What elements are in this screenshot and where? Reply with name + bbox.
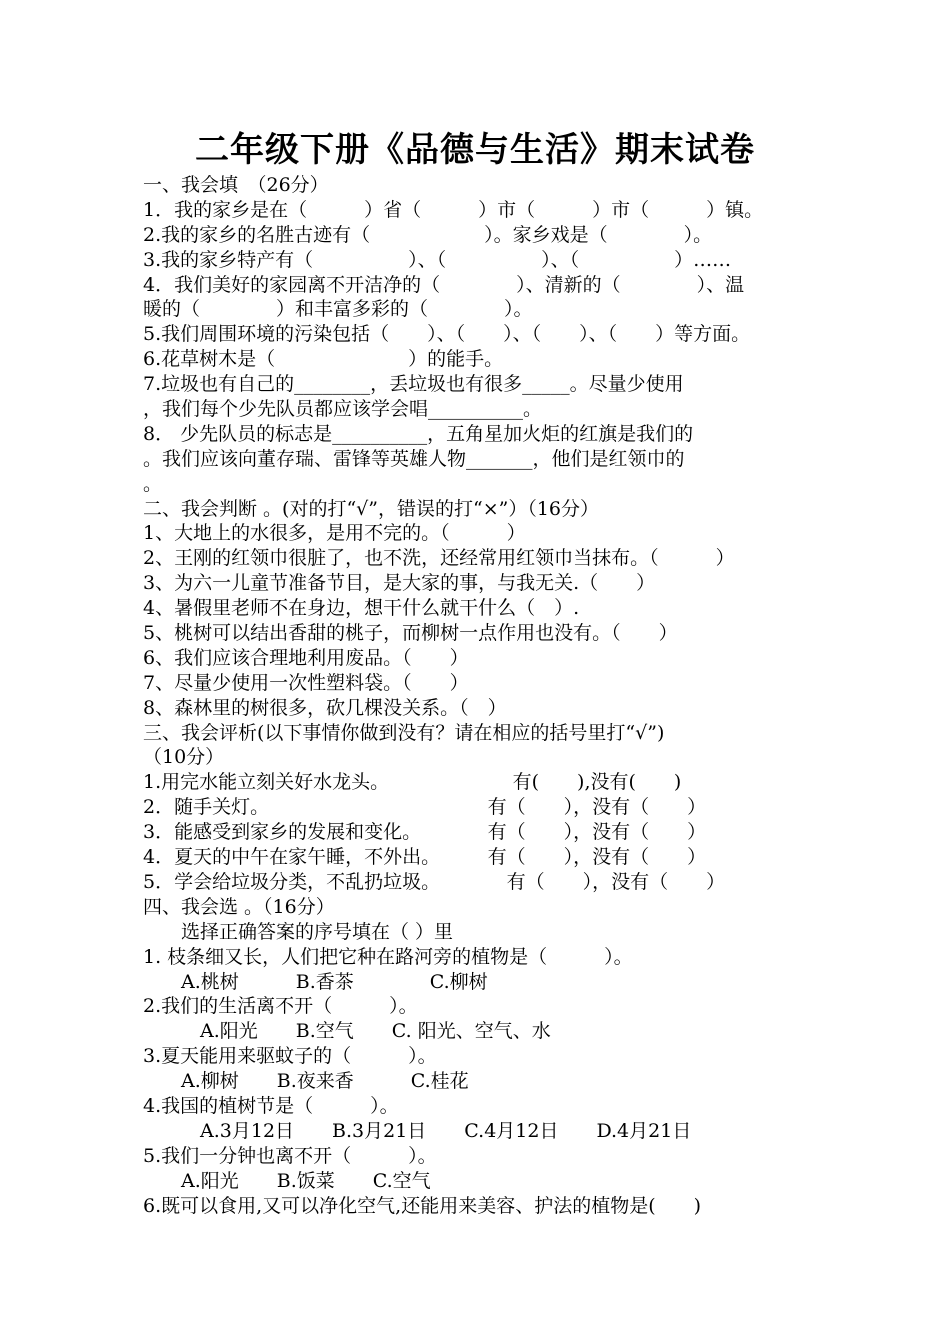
- exam-line: 1. 枝条细又长，人们把它种在路河旁的植物是（ ）。: [143, 945, 633, 968]
- exam-line: ，我们每个少先队员都应该学会唱__________。: [143, 398, 543, 421]
- exam-line: 2．随手关灯。 有（ ），没有（ ）: [143, 796, 707, 819]
- exam-line: A.桃树 B.香茶 C.柳树: [143, 970, 488, 993]
- exam-line: 暖的（ ）和丰富多彩的（ ）。: [143, 298, 533, 321]
- exam-line: 6、我们应该合理地利用废品。（ ）: [143, 646, 469, 669]
- exam-line: 3．能感受到家乡的发展和变化。 有（ ），没有（ ）: [143, 821, 707, 844]
- exam-line: 四、我会选 。（16分）: [143, 895, 335, 918]
- exam-line: 5.我们周围环境的污染包括（ ）、（ ）、（ ）、（ ）等方面。: [143, 323, 751, 346]
- exam-line: 4、暑假里老师不在身边，想干什么就干什么（ ）.: [143, 597, 580, 620]
- exam-line: （10分）: [143, 746, 225, 769]
- exam-line: 4．我们美好的家园离不开洁净的（ ）、清新的（ ）、温: [143, 273, 745, 296]
- exam-line: A.柳树 B.夜来香 C.桂花: [143, 1070, 469, 1093]
- exam-line: 7.垃圾也有自己的________，丢垃圾也有很多_____。尽量少使用: [143, 373, 684, 396]
- page-title: 二年级下册《品德与生活》期末试卷: [195, 130, 755, 170]
- exam-line: 二、我会判断 。(对的打“√”，错误的打“×”）（16分）: [143, 497, 600, 520]
- exam-line: 3.夏天能用来驱蚊子的（ ）。: [143, 1045, 437, 1068]
- exam-line: 3.我的家乡特产有（ ）、（ ）、（ ）……: [143, 248, 732, 271]
- exam-line: 7、尽量少使用一次性塑料袋。（ ）: [143, 671, 469, 694]
- exam-line: 选择正确答案的序号填在（ ）里: [143, 920, 454, 943]
- exam-line: 1．我的家乡是在（ ）省（ ）市（ ）市（ ）镇。: [143, 198, 764, 221]
- exam-line: 5．学会给垃圾分类，不乱扔垃圾。 有（ ），没有（ ）: [143, 870, 726, 893]
- exam-line: 8、森林里的树很多，砍几棵没关系。（ ）: [143, 696, 507, 719]
- exam-line: A.阳光 B.饭菜 C.空气: [143, 1169, 431, 1192]
- exam-line: 4.我国的植树节是（ ）。: [143, 1094, 399, 1117]
- exam-line: 5.我们一分钟也离不开（ ）。: [143, 1144, 437, 1167]
- exam-line: 2、王刚的红领巾很脏了，也不洗，还经常用红领巾当抹布。（ ）: [143, 547, 735, 570]
- exam-line: 5、桃树可以结出香甜的桃子，而柳树一点作用也没有。（ ）: [143, 622, 678, 645]
- exam-line: 6.花草树木是（ ）的能手。: [143, 348, 504, 371]
- exam-line: 4．夏天的中午在家午睡，不外出。 有（ ），没有（ ）: [143, 846, 707, 869]
- exam-line: 。: [143, 472, 163, 495]
- exam-line: 3、为六一儿童节准备节目，是大家的事，与我无关.（ ）: [143, 572, 656, 595]
- exam-line: 6.既可以食用,又可以净化空气,还能用来美容、护法的植物是( ): [143, 1194, 702, 1217]
- exam-line: A.3月12日 B.3月21日 C.4月12日 D.4月21日: [143, 1119, 692, 1142]
- exam-line: 2.我的家乡的名胜古迹有（ ）。家乡戏是（ ）。: [143, 223, 713, 246]
- exam-line: 2.我们的生活离不开（ ）。: [143, 995, 418, 1018]
- exam-line: 1.用完水能立刻关好水龙头。 有( ),没有( ): [143, 771, 682, 794]
- exam-line: 。我们应该向董存瑞、雷锋等英雄人物_______，他们是红领巾的: [143, 447, 685, 470]
- exam-line: A.阳光 B.空气 C. 阳光、空气、水: [143, 1020, 551, 1043]
- exam-line: 一、我会填 （26分）: [143, 174, 329, 196]
- exam-line: 8． 少先队员的标志是__________，五角星加火炬的红旗是我们的: [143, 422, 694, 445]
- exam-line: 三、我会评析(以下事情你做到没有？请在相应的括号里打“√”): [143, 721, 665, 744]
- exam-line: 1、大地上的水很多，是用不完的。（ ）: [143, 522, 526, 545]
- exam-body: [143, 173, 813, 1218]
